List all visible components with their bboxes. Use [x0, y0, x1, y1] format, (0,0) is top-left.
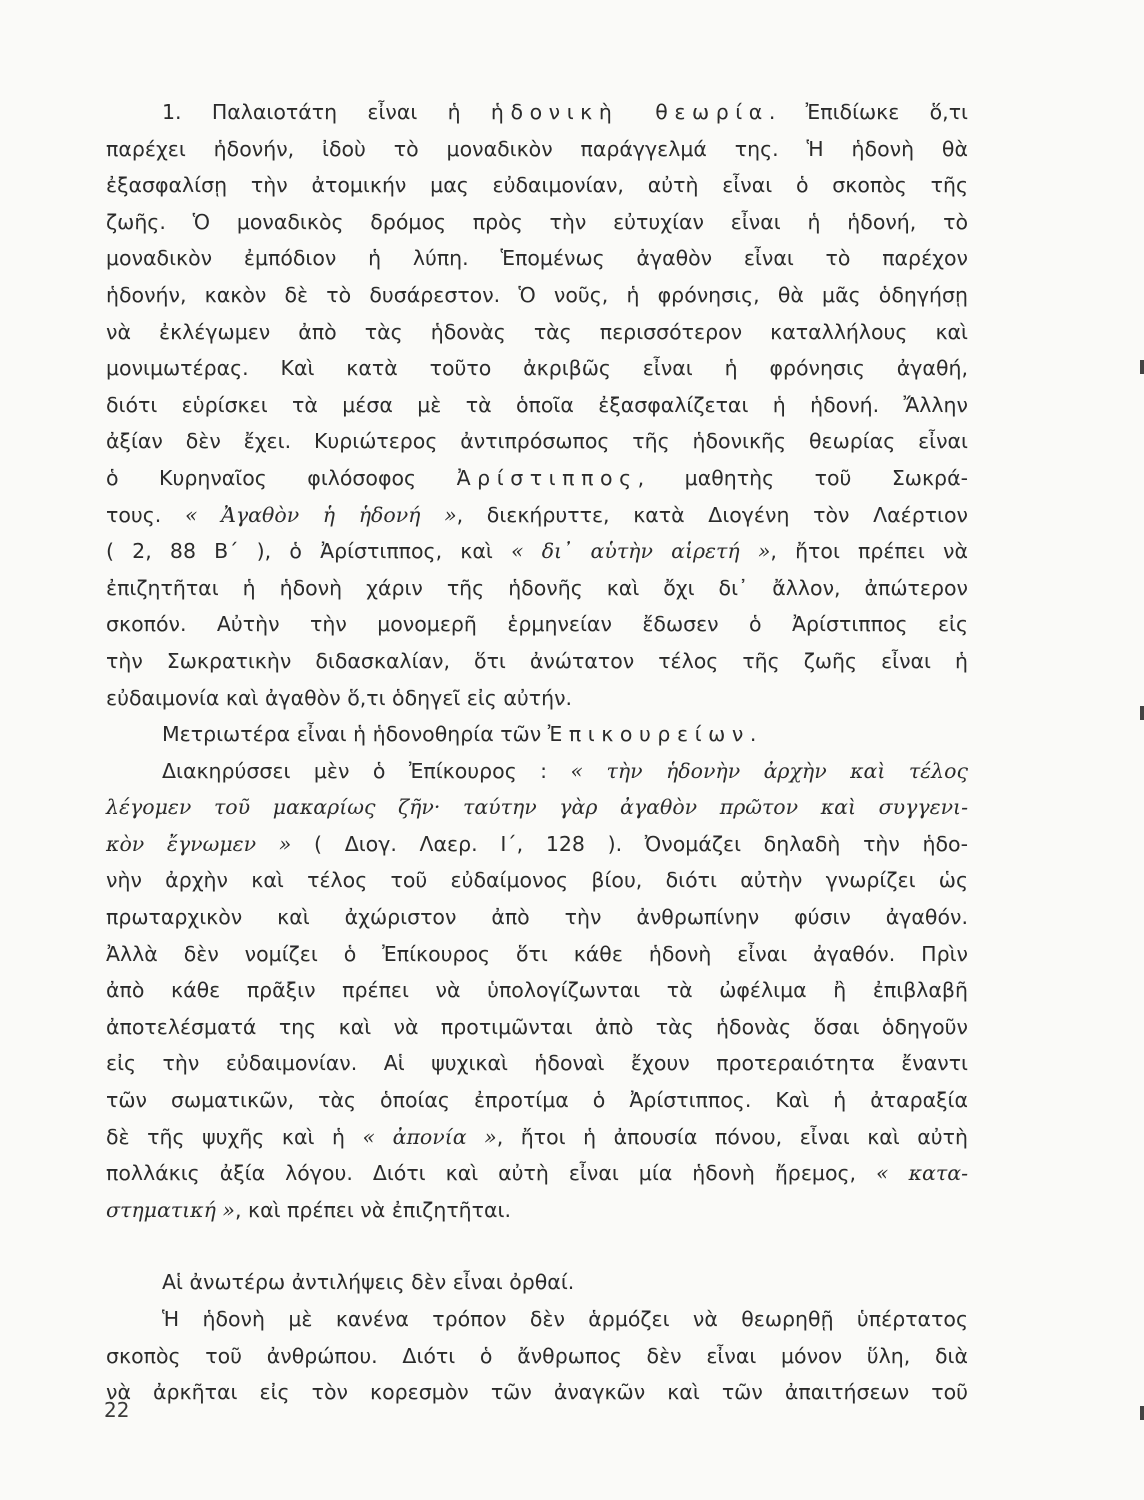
quotation: « Ἀγαθὸν ἡ ἡδονή » [184, 502, 457, 527]
page-number: 22 [104, 1398, 130, 1422]
text-run: , ἤτοι ἡ ἀπουσία πόνου, εἶναι καὶ αὐτὴ [496, 1124, 968, 1149]
text-run: ( 2, 88 Β΄ ), ὁ Ἀρίστιππος, καὶ [106, 539, 511, 564]
text-line [106, 1119, 968, 1156]
text-line: Ἡ ἡδονὴ μὲ κανένα τρόπον δὲν ἁρμόζει νὰ θεωρηθῇ ὑπέρτατος [162, 1307, 968, 1331]
text-line: ἡδονήν, κακὸν δὲ τὸ δυσάρεστον. Ὁ νοῦς, ἡ φρόνησις, θὰ μᾶς ὁδηγήσῃ [106, 282, 968, 307]
text-run: . Ἐπιδίωκε ὅ,τι [768, 100, 968, 124]
text-line [106, 94, 968, 131]
quotation: « ἀπονία » [362, 1124, 497, 1149]
text-line: ἀξίαν δὲν ἔχει. Κυριώτερος ἀντιπρόσωπος τῆς ἡδονικῆς θεωρίας εἶναι [106, 429, 968, 454]
text-run: δὲ τῆς ψυχῆς καὶ ἡ [106, 1124, 363, 1149]
text-line: λέγομεν τοῦ μακαρίως ζῆν· ταύτην γὰρ ἀγαθὸν πρῶτον καὶ συγγενι- [106, 795, 968, 820]
text-run: 1. Παλαιοτάτη εἶναι ἡ [162, 100, 491, 124]
text-line: ζωῆς. Ὁ μοναδικὸς δρόμος πρὸς τὴν εὐτυχίαν εἶναι ἡ ἡδονή, τὸ [106, 209, 968, 234]
text-line: νὰ ἐκλέγωμεν ἀπὸ τὰς ἡδονὰς τὰς περισσότερον καταλλήλους καὶ [106, 319, 968, 344]
text-line: τῶν σωματικῶν, τὰς ὁποίας ἐπροτίμα ὁ Ἀρίστιππος. Καὶ ἡ ἀταραξία [106, 1088, 968, 1113]
text-line: παρέχει ἡδονήν, ἰδοὺ τὸ μοναδικὸν παράγγελμά της. Ἡ ἡδονὴ θὰ [106, 136, 968, 161]
text-run: . [749, 722, 757, 747]
text-run: πολλάκις ἀξία λόγου. Διότι καὶ αὐτὴ εἶναι μία ἡδονὴ ἤρεμος, [106, 1161, 877, 1186]
text-run: , καὶ πρέπει νὰ ἐπιζητῆται. [234, 1197, 511, 1222]
text-line: εὐδαιμονία καὶ ἀγαθὸν ὅ,τι ὁδηγεῖ εἰς αὐτήν. [106, 685, 573, 710]
text-line [106, 753, 968, 790]
text-line: μονιμωτέρας. Καὶ κατὰ τοῦτο ἀκριβῶς εἶναι ἡ φρόνησις ἀγαθή, [106, 356, 968, 381]
text-line [106, 533, 968, 570]
text-run: ὁ Κυρηναῖος φιλόσοφος [106, 465, 457, 490]
text-run: τους. [106, 502, 185, 527]
text-line: μοναδικὸν ἐμπόδιον ἡ λύπη. Ἑπομένως ἀγαθὸν εἶναι τὸ παρέχον [106, 246, 968, 271]
text-line: τὴν Σωκρατικὴν διδασκαλίαν, ὅτι ἀνώτατον τέλος τῆς ζωῆς εἶναι ἡ [106, 648, 968, 673]
text-run: ( Διογ. Λαερ. Ι΄, 128 ). Ὀνομάζει δηλαδὴ τὴν ἡδο- [291, 831, 969, 856]
text-line: ἐξασφαλίσῃ τὴν ἀτομικήν μας εὐδαιμονίαν, αὐτὴ εἶναι ὁ σκοπὸς τῆς [106, 173, 968, 198]
text-line: ἐπιζητῆται ἡ ἡδονὴ χάριν τῆς ἡδονῆς καὶ ὄχι δι᾿ ἄλλον, ἀπώτερον [106, 575, 968, 600]
text-run: , ἤτοι πρέπει νὰ [770, 539, 968, 564]
text-line: Αἱ ἀνωτέρω ἀντιλήψεις δὲν εἶναι ὀρθαί. [162, 1270, 575, 1295]
quotation: κὸν ἔγνωμεν » [106, 831, 292, 856]
text-line: νὴν ἀρχὴν καὶ τέλος τοῦ εὐδαίμονος βίου, διότι αὐτὴν γνωρίζει ὡς [106, 868, 968, 893]
quotation: « τὴν ἡδονὴν ἀρχὴν καὶ τέλος [570, 758, 968, 783]
text-line [106, 497, 968, 534]
text-line: διότι εὑρίσκει τὰ μέσα μὲ τὰ ὁποῖα ἐξασφαλίζεται ἡ ἡδονή. Ἄλλην [106, 392, 968, 417]
text-line [106, 716, 968, 753]
quotation: στηματική » [106, 1197, 235, 1222]
text-line [106, 1155, 968, 1192]
spaced-term: Ἐπικουρείων [547, 722, 750, 747]
quotation: « δι᾿ αὑτὴν αἱρετή » [511, 539, 771, 564]
paragraph-gap [106, 1228, 968, 1264]
spaced-term: Ἀρίστιππος [456, 465, 638, 490]
text-run: Μετριωτέρα εἶναι ἡ ἡδονοθηρία τῶν [162, 722, 548, 747]
quotation: « κατα- [876, 1161, 968, 1186]
text-line: πρωταρχικὸν καὶ ἀχώριστον ἀπὸ τὴν ἀνθρωπίνην φύσιν ἀγαθόν. [106, 905, 968, 930]
text-line: ἀπὸ κάθε πρᾶξιν πρέπει νὰ ὑπολογίζωνται τὰ ὠφέλιμα ἢ ἐπιβλαβῆ [106, 978, 968, 1003]
text-line: σκοπόν. Αὐτὴν τὴν μονομερῆ ἑρμηνείαν ἔδωσεν ὁ Ἀρίστιππος εἰς [106, 612, 968, 637]
page-body [106, 94, 968, 1411]
text-line: νὰ ἀρκῆται εἰς τὸν κορεσμὸν τῶν ἀναγκῶν καὶ τῶν ἀπαιτήσεων τοῦ [106, 1380, 968, 1405]
margin-mark [1140, 1406, 1144, 1420]
text-run: Διακηρύσσει μὲν ὁ Ἐπίκουρος : [162, 758, 571, 783]
text-line: σκοπὸς τοῦ ἀνθρώπου. Διότι ὁ ἄνθρωπος δὲν εἶναι μόνον ὕλη, διὰ [106, 1343, 968, 1368]
text-run: , μαθητὴς τοῦ Σωκρά- [637, 465, 968, 490]
text-line: ἀποτελέσματά της καὶ νὰ προτιμῶνται ἀπὸ τὰς ἡδονὰς ὅσαι ὁδηγοῦν [106, 1014, 968, 1039]
margin-mark [1140, 706, 1144, 720]
text-line [106, 826, 968, 863]
spaced-term: ἡδονικὴ θεωρία [490, 100, 769, 124]
text-line: Ἀλλὰ δὲν νομίζει ὁ Ἐπίκουρος ὅτι κάθε ἡδονὴ εἶναι ἀγαθόν. Πρὶν [106, 941, 968, 966]
text-line [106, 1192, 968, 1229]
margin-mark [1140, 360, 1144, 374]
text-line [106, 460, 968, 497]
text-run: , διεκήρυττε, κατὰ Διογένη τὸν Λαέρτιον [456, 502, 968, 527]
text-line: εἰς τὴν εὐδαιμονίαν. Αἱ ψυχικαὶ ἡδοναὶ ἔχουν προτεραιότητα ἔναντι [106, 1051, 968, 1076]
